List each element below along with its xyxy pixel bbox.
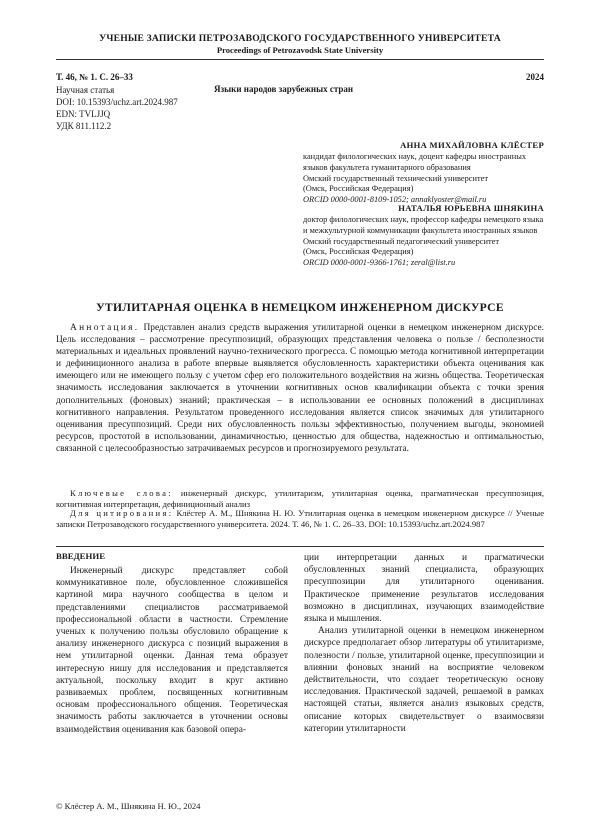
intro-right-paragraph-1: ции интерпретации данных и прагматически обусловленных знаний специалиста, образующих пресуппозиции для утилитарного оценивания. Практическое применение результатов исследования возможно в дисциплинах, изучающих взаимодействие языка и мышления.	[304, 553, 544, 625]
author-2-affiliation	[303, 215, 544, 269]
keywords	[56, 488, 544, 510]
intro-right-paragraph-2: Анализ утилитарной оценки в немецком инженерном дискурсе предполагает обзор литературы об утилитаризме, полезности / пользе, утилитарной оценке, пресуппозиции и влиянии фоновых знаний на восприятие человеком действительности, что создает теоретическую основу исследования. Практической задачей, решаемой в рамках настоящей статьи, является анализ языковых средств, описание которых свидетельствует о взаимосвязи категории утилитарности	[304, 626, 544, 734]
intro-right-column	[304, 552, 544, 735]
citation-text: Клёстер А. М., Шнякина Н. Ю. Утилитарная оценка в немецком инженерном дискурсе // Ученые записки Петрозаводского государственного университета. 2024. Т. 46, № 1. С. 26–33. DOI: 10.15393/uchz.art.2024.987	[56, 508, 545, 529]
udk: УДК 811.112.2	[56, 121, 112, 131]
author-1-affiliation	[303, 152, 544, 206]
intro-heading: ВВЕДЕНИЕ	[56, 551, 106, 561]
header-rule	[56, 59, 544, 60]
journal-title-en: Proceedings of Petrozavodsk State University	[216, 45, 384, 55]
author-2-location: (Омск, Российская Федерация)	[303, 247, 414, 257]
keywords-label: Ключевые слова:	[70, 488, 173, 498]
author-1-org: Омский государственный технический университет	[303, 173, 489, 183]
author-2-degree: доктор филологических наук, профессор кафедры немецкого языка и межкультурной коммуникации факультета иностранных языков	[303, 215, 544, 235]
keywords-text: инженерный дискурс, утилитаризм, утилитарная оценка, прагматическая пресуппозиция, когнитивная интерпретация, дефиниционный анализ	[56, 488, 544, 509]
article-type: Научная статья	[56, 85, 115, 95]
body-rule	[56, 546, 544, 547]
publication-year: 2024	[526, 72, 544, 82]
doi[interactable]: DOI: 10.15393/uchz.art.2024.987	[56, 97, 178, 107]
citation	[56, 508, 544, 530]
intro-left-column: Инженерный дискурс представляет собой коммуникативное поле, обусловленное сложившейся картиной мира научного сообщества в целом и представлениями специалистов рассматриваемой профессиональной области в частности. Стремление ученых к получению пользы обусловило обращение к анализу инженерного дискурса с позиций выражения в нем утилитарной оценки. Данная тема образует интересную нишу для исследования и представляется актуальной, поскольку входит в круг активно развиваемых проблем, посвященных когнитивным основам профессионального общения. Теоретическая значимость работы заключается в уточнении основы взаимодействия оценивания как базовой опера-	[56, 566, 288, 735]
author-2-org: Омский государственный педагогический университет	[303, 236, 499, 246]
author-2-orcid[interactable]: ORCID 0000-0001-9366-1761; zeral@list.ru	[303, 258, 456, 268]
author-1-name: АННА МИХАЙЛОВНА КЛЁСТЕР	[400, 140, 544, 150]
volume-issue: Т. 46, № 1. С. 26–33	[56, 72, 133, 82]
edn: EDN: TVLJJQ	[56, 109, 111, 119]
article-title: УТИЛИТАРНАЯ ОЦЕНКА В НЕМЕЦКОМ ИНЖЕНЕРНОМ ДИСКУРСЕ	[96, 301, 504, 314]
citation-label: Для цитирования:	[70, 508, 174, 518]
author-1-location: (Омск, Российская Федерация)	[303, 184, 414, 194]
abstract-text: Представлен анализ средств выражения утилитарной оценки в немецком инженерном дискурсе. Цель исследования – рассмотрение пресуппозиций, образующих представления человека о пользе / бесполезности материальных и идеальных проявлений научно-технического прогресса. С помощью метода когнитивной интерпретации и дефиниционного анализа в работе впервые выявляется обусловленность характеристики объекта оценивания как имеющего или не имеющего пользу с учетом сфер его положительного воздействия на жизнь общества. Теоретическая значимость исследования заключается в уточнении когнитивных основ квалификации объекта с точки зрения дополнительных (фоновых) знаний; практическая – в использовании ее основных положений в дисциплинах когнитивного направления. Результатом проведенного исследования является список значимых для утилитарного оценивания пресуппозиций. Среди них обусловленность пользы эффективностью, получением выгоды, экономией ресурсов, простотой в использовании, динамичностью, ценностью для общества, надежностью и оптимальностью, связанной с целесообразностью затрачиваемых ресурсов и прогнозируемого результата.	[56, 323, 545, 454]
journal-section: Языки народов зарубежных стран	[214, 84, 354, 94]
author-1-orcid[interactable]: ORCID 0000-0001-8109-1052; annaklyoster@mail.ru	[303, 195, 487, 205]
copyright: © Клёстер А. М., Шнякина Н. Ю., 2024	[56, 801, 201, 811]
author-2-name: НАТАЛЬЯ ЮРЬЕВНА ШНЯКИНА	[398, 203, 544, 213]
abstract-label: Аннотация.	[70, 323, 140, 333]
abstract	[56, 322, 544, 455]
author-1-degree: кандидат филологических наук, доцент кафедры иностранных языков факультета гуманитарного образования	[303, 152, 527, 172]
journal-title-ru: УЧЕНЫЕ ЗАПИСКИ ПЕТРОЗАВОДСКОГО ГОСУДАРСТВЕННОГО УНИВЕРСИТЕТА	[99, 33, 501, 44]
